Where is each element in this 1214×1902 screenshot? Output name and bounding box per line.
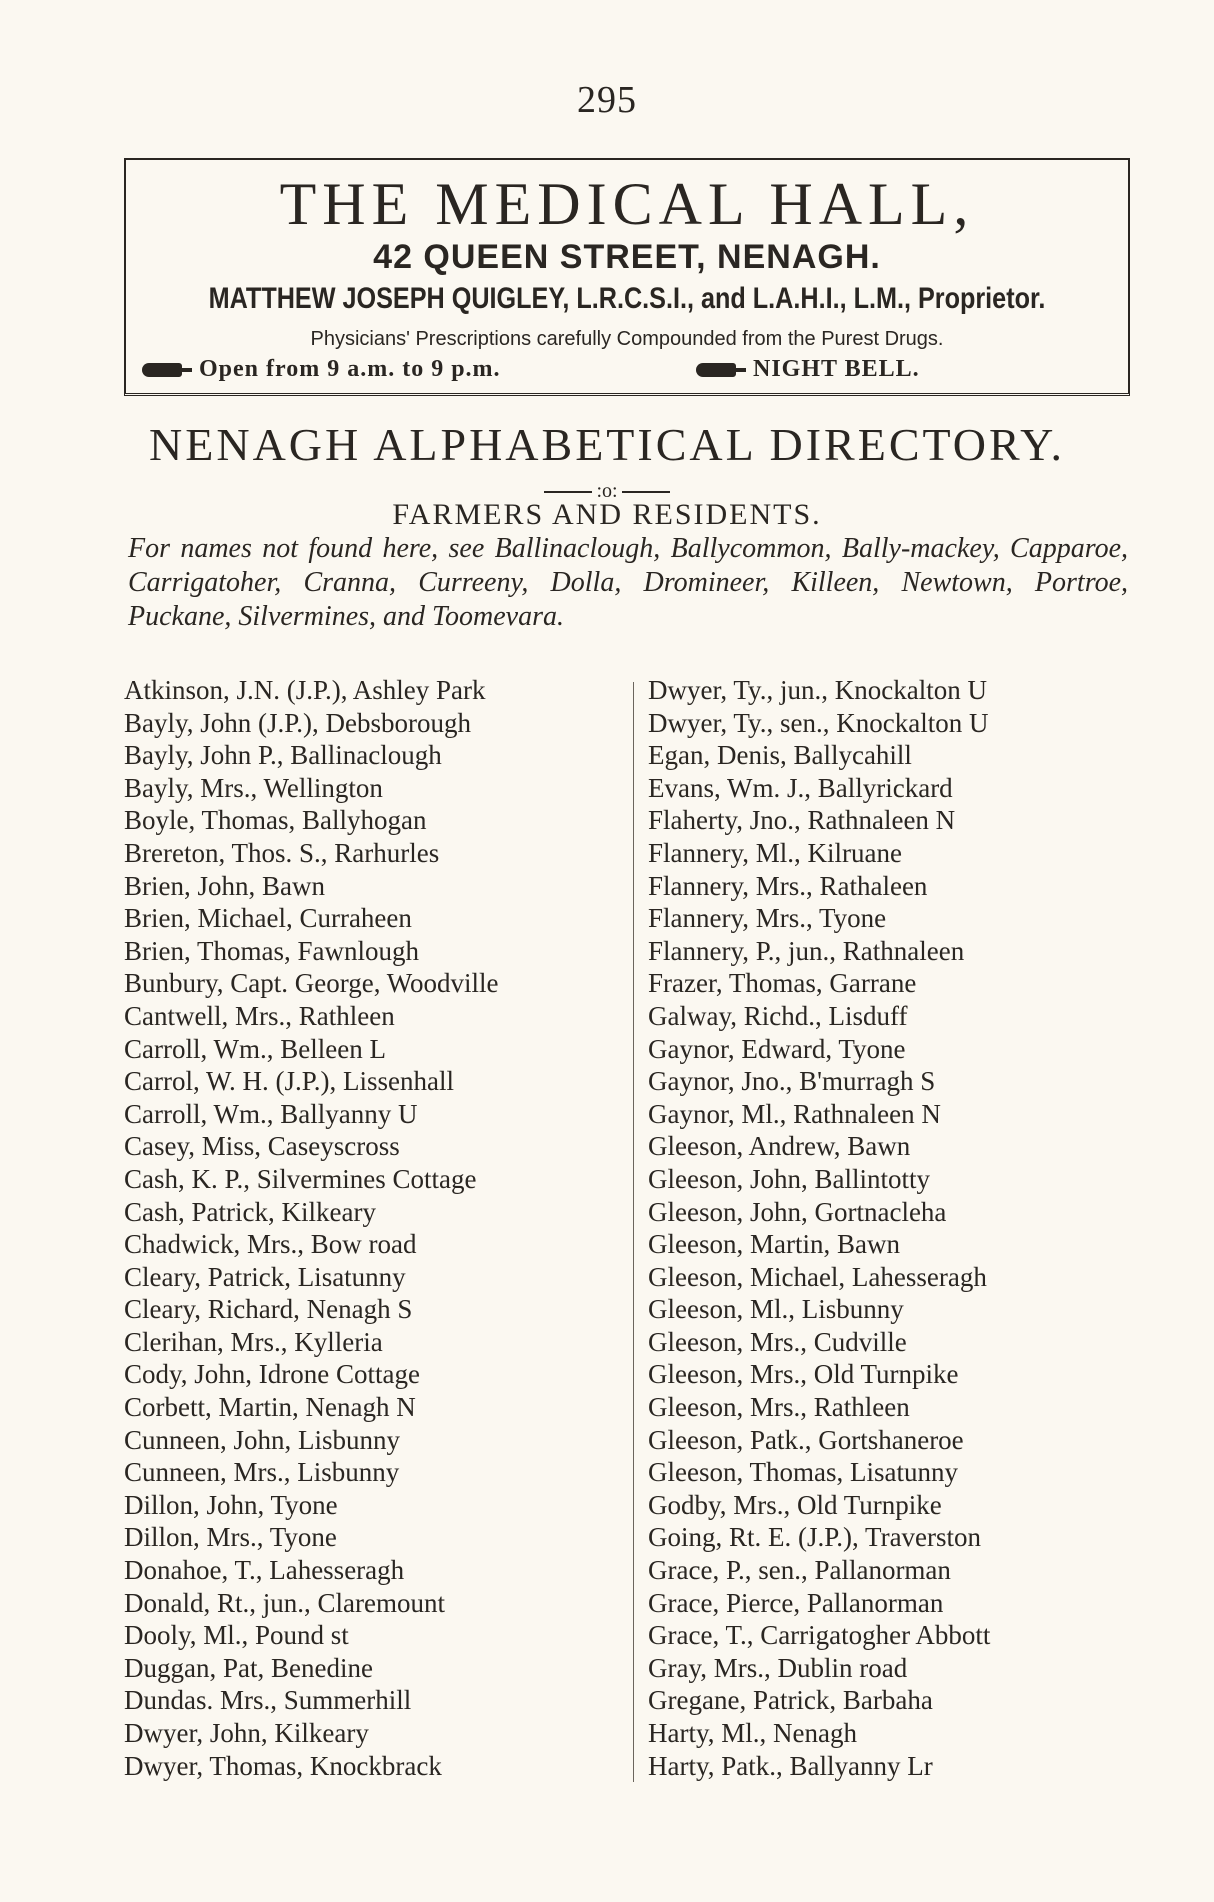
directory-entry: Grace, Pierce, Pallanorman [648, 1587, 944, 1618]
medical-hall-advert [124, 158, 1130, 396]
directory-entry: Gaynor, Edward, Tyone [648, 1033, 906, 1064]
directory-entry: Carroll, Wm., Ballyanny U [124, 1098, 418, 1129]
directory-entry: Grace, P., sen., Pallanorman [648, 1555, 951, 1586]
hours-group [142, 356, 501, 383]
directory-entry: Cash, K. P., Silvermines Cottage [124, 1163, 477, 1194]
directory-entry: Cody, John, Idrone Cottage [124, 1359, 420, 1390]
directory-entry: Harty, Patk., Ballyanny Lr [648, 1750, 933, 1781]
directory-entry: Bunbury, Capt. George, Woodville [124, 968, 499, 999]
directory-entry: Egan, Denis, Ballycahill [648, 740, 912, 771]
directory-entry: Donald, Rt., jun., Claremount [124, 1587, 445, 1618]
advert-prescriptions: Physicians' Prescriptions carefully Compounded from the Purest Drugs. [310, 328, 944, 350]
directory-entry: Gaynor, Ml., Rathnaleen N [648, 1098, 941, 1129]
night-bell: NIGHT BELL. [753, 356, 920, 382]
directory-entry: Casey, Miss, Caseyscross [124, 1131, 400, 1162]
directory-entry: Flannery, Mrs., Rathaleen [648, 870, 928, 901]
directory-entry: Godby, Mrs., Old Turnpike [648, 1489, 942, 1520]
directory-entry: Cash, Patrick, Kilkeary [124, 1196, 376, 1227]
directory-entry: Gleeson, Patk., Gortshaneroe [648, 1424, 964, 1455]
divider-line [544, 491, 592, 493]
directory-entry: Carroll, Wm., Belleen L [124, 1033, 386, 1064]
right-column [648, 674, 1128, 1782]
directory-entry: Bayly, Mrs., Wellington [124, 772, 383, 803]
directory-entry: Flannery, P., jun., Rathnaleen [648, 935, 965, 966]
directory-entry: Clerihan, Mrs., Kylleria [124, 1326, 383, 1357]
directory-entry: Atkinson, J.N. (J.P.), Ashley Park [124, 675, 486, 705]
advert-hours-row [136, 356, 1120, 388]
directory-entry: Evans, Wm. J., Ballyrickard [648, 772, 953, 803]
directory-entry: Dwyer, Thomas, Knockbrack [124, 1750, 442, 1781]
directory-entry: Gleeson, Andrew, Bawn [648, 1131, 911, 1162]
directory-entry: Bayly, John (J.P.), Debsborough [124, 707, 471, 738]
directory-entry: Dundas. Mrs., Summerhill [124, 1685, 412, 1716]
directory-entry: Brien, Michael, Curraheen [124, 903, 412, 934]
advert-address: 42 QUEEN STREET, NENAGH. [373, 238, 881, 276]
directory-entry: Flaherty, Jno., Rathnaleen N [648, 805, 956, 836]
page-number: 295 [577, 79, 637, 121]
directory-entry: Cantwell, Mrs., Rathleen [124, 1000, 395, 1031]
directory-entry: Cunneen, John, Lisbunny [124, 1424, 400, 1455]
left-column [124, 674, 620, 1782]
column-divider [633, 682, 634, 1782]
directory-entry: Frazer, Thomas, Garrane [648, 968, 917, 999]
directory-entry: Gleeson, Michael, Lahesseragh [648, 1261, 987, 1292]
directory-entry: Chadwick, Mrs., Bow road [124, 1229, 417, 1260]
directory-entry: Gaynor, Jno., B'murragh S [648, 1066, 936, 1097]
directory-entry: Boyle, Thomas, Ballyhogan [124, 805, 427, 836]
directory-entry: Brien, Thomas, Fawnlough [124, 935, 419, 966]
directory-entry: Dwyer, Ty., jun., Knockalton U [648, 675, 987, 705]
directory-entry: Carrol, W. H. (J.P.), Lissenhall [124, 1066, 454, 1097]
directory-entry: Gleeson, Mrs., Old Turnpike [648, 1359, 959, 1390]
directory-entry: Dwyer, John, Kilkeary [124, 1718, 369, 1748]
advert-title: THE MEDICAL HALL, [279, 171, 975, 237]
advert-proprietor: MATTHEW JOSEPH QUIGLEY, L.R.C.S.I., and L.A.H.I., L.M., Proprietor. [208, 282, 1046, 315]
directory-entry: Gray, Mrs., Dublin road [648, 1652, 908, 1683]
directory-title: NENAGH ALPHABETICAL DIRECTORY. [149, 419, 1065, 470]
pointing-hand-icon [696, 363, 736, 377]
directory-entry: Gregane, Patrick, Barbaha [648, 1685, 933, 1716]
directory-entry: Gleeson, Mrs., Cudville [648, 1326, 907, 1357]
directory-subtitle: FARMERS AND RESIDENTS. [392, 498, 822, 531]
directory-entry: Gleeson, Martin, Bawn [648, 1229, 900, 1260]
directory-entry: Gleeson, Ml., Lisbunny [648, 1294, 904, 1325]
directory-entry: Harty, Ml., Nenagh [648, 1718, 857, 1748]
directory-entry: Gleeson, John, Gortnacleha [648, 1196, 947, 1227]
directory-entry: Cunneen, Mrs., Lisbunny [124, 1457, 400, 1488]
directory-entry: Gleeson, John, Ballintotty [648, 1163, 930, 1194]
directory-entry: Bayly, John P., Ballinaclough [124, 740, 442, 771]
directory-entry: Cleary, Patrick, Lisatunny [124, 1261, 406, 1292]
directory-entry: Galway, Richd., Lisduff [648, 1000, 908, 1031]
directory-entry: Dillon, Mrs., Tyone [124, 1522, 337, 1553]
directory-entry: Brien, John, Bawn [124, 870, 325, 901]
directory-entry: Duggan, Pat, Benedine [124, 1652, 373, 1683]
directory-entry: Cleary, Richard, Nenagh S [124, 1294, 413, 1325]
directory-entry: Grace, T., Carrigatogher Abbott [648, 1620, 991, 1651]
directory-entry: Brereton, Thos. S., Rarhurles [124, 837, 440, 868]
directory-entry: Dillon, John, Tyone [124, 1489, 338, 1520]
divider-line [622, 491, 670, 493]
directory-columns [124, 674, 1124, 1804]
divider-mark: :o: [596, 480, 618, 502]
directory-entry: Dooly, Ml., Pound st [124, 1620, 349, 1651]
directory-entry: Corbett, Martin, Nenagh N [124, 1392, 416, 1423]
night-bell-group [696, 356, 920, 383]
directory-entry: Flannery, Ml., Kilruane [648, 837, 902, 868]
directory-entry: Going, Rt. E. (J.P.), Traverston [648, 1522, 982, 1553]
directory-entry: Gleeson, Mrs., Rathleen [648, 1392, 910, 1423]
pointing-hand-icon [142, 363, 182, 377]
directory-entry: Dwyer, Ty., sen., Knockalton U [648, 707, 989, 738]
directory-entry: Flannery, Mrs., Tyone [648, 903, 887, 934]
directory-entry: Donahoe, T., Lahesseragh [124, 1555, 405, 1586]
opening-hours: Open from 9 a.m. to 9 p.m. [199, 356, 501, 382]
directory-entry: Gleeson, Thomas, Lisatunny [648, 1457, 958, 1488]
directory-note: For names not found here, see Ballinaclough, Ballycommon, Bally-mackey, Capparoe, Carrigatoher, Cranna, Curreeny, Dolla, Dromineer, Killeen, Newtown, Portroe, Puckane, Silvermines, and Toomevara. [128, 533, 1128, 632]
